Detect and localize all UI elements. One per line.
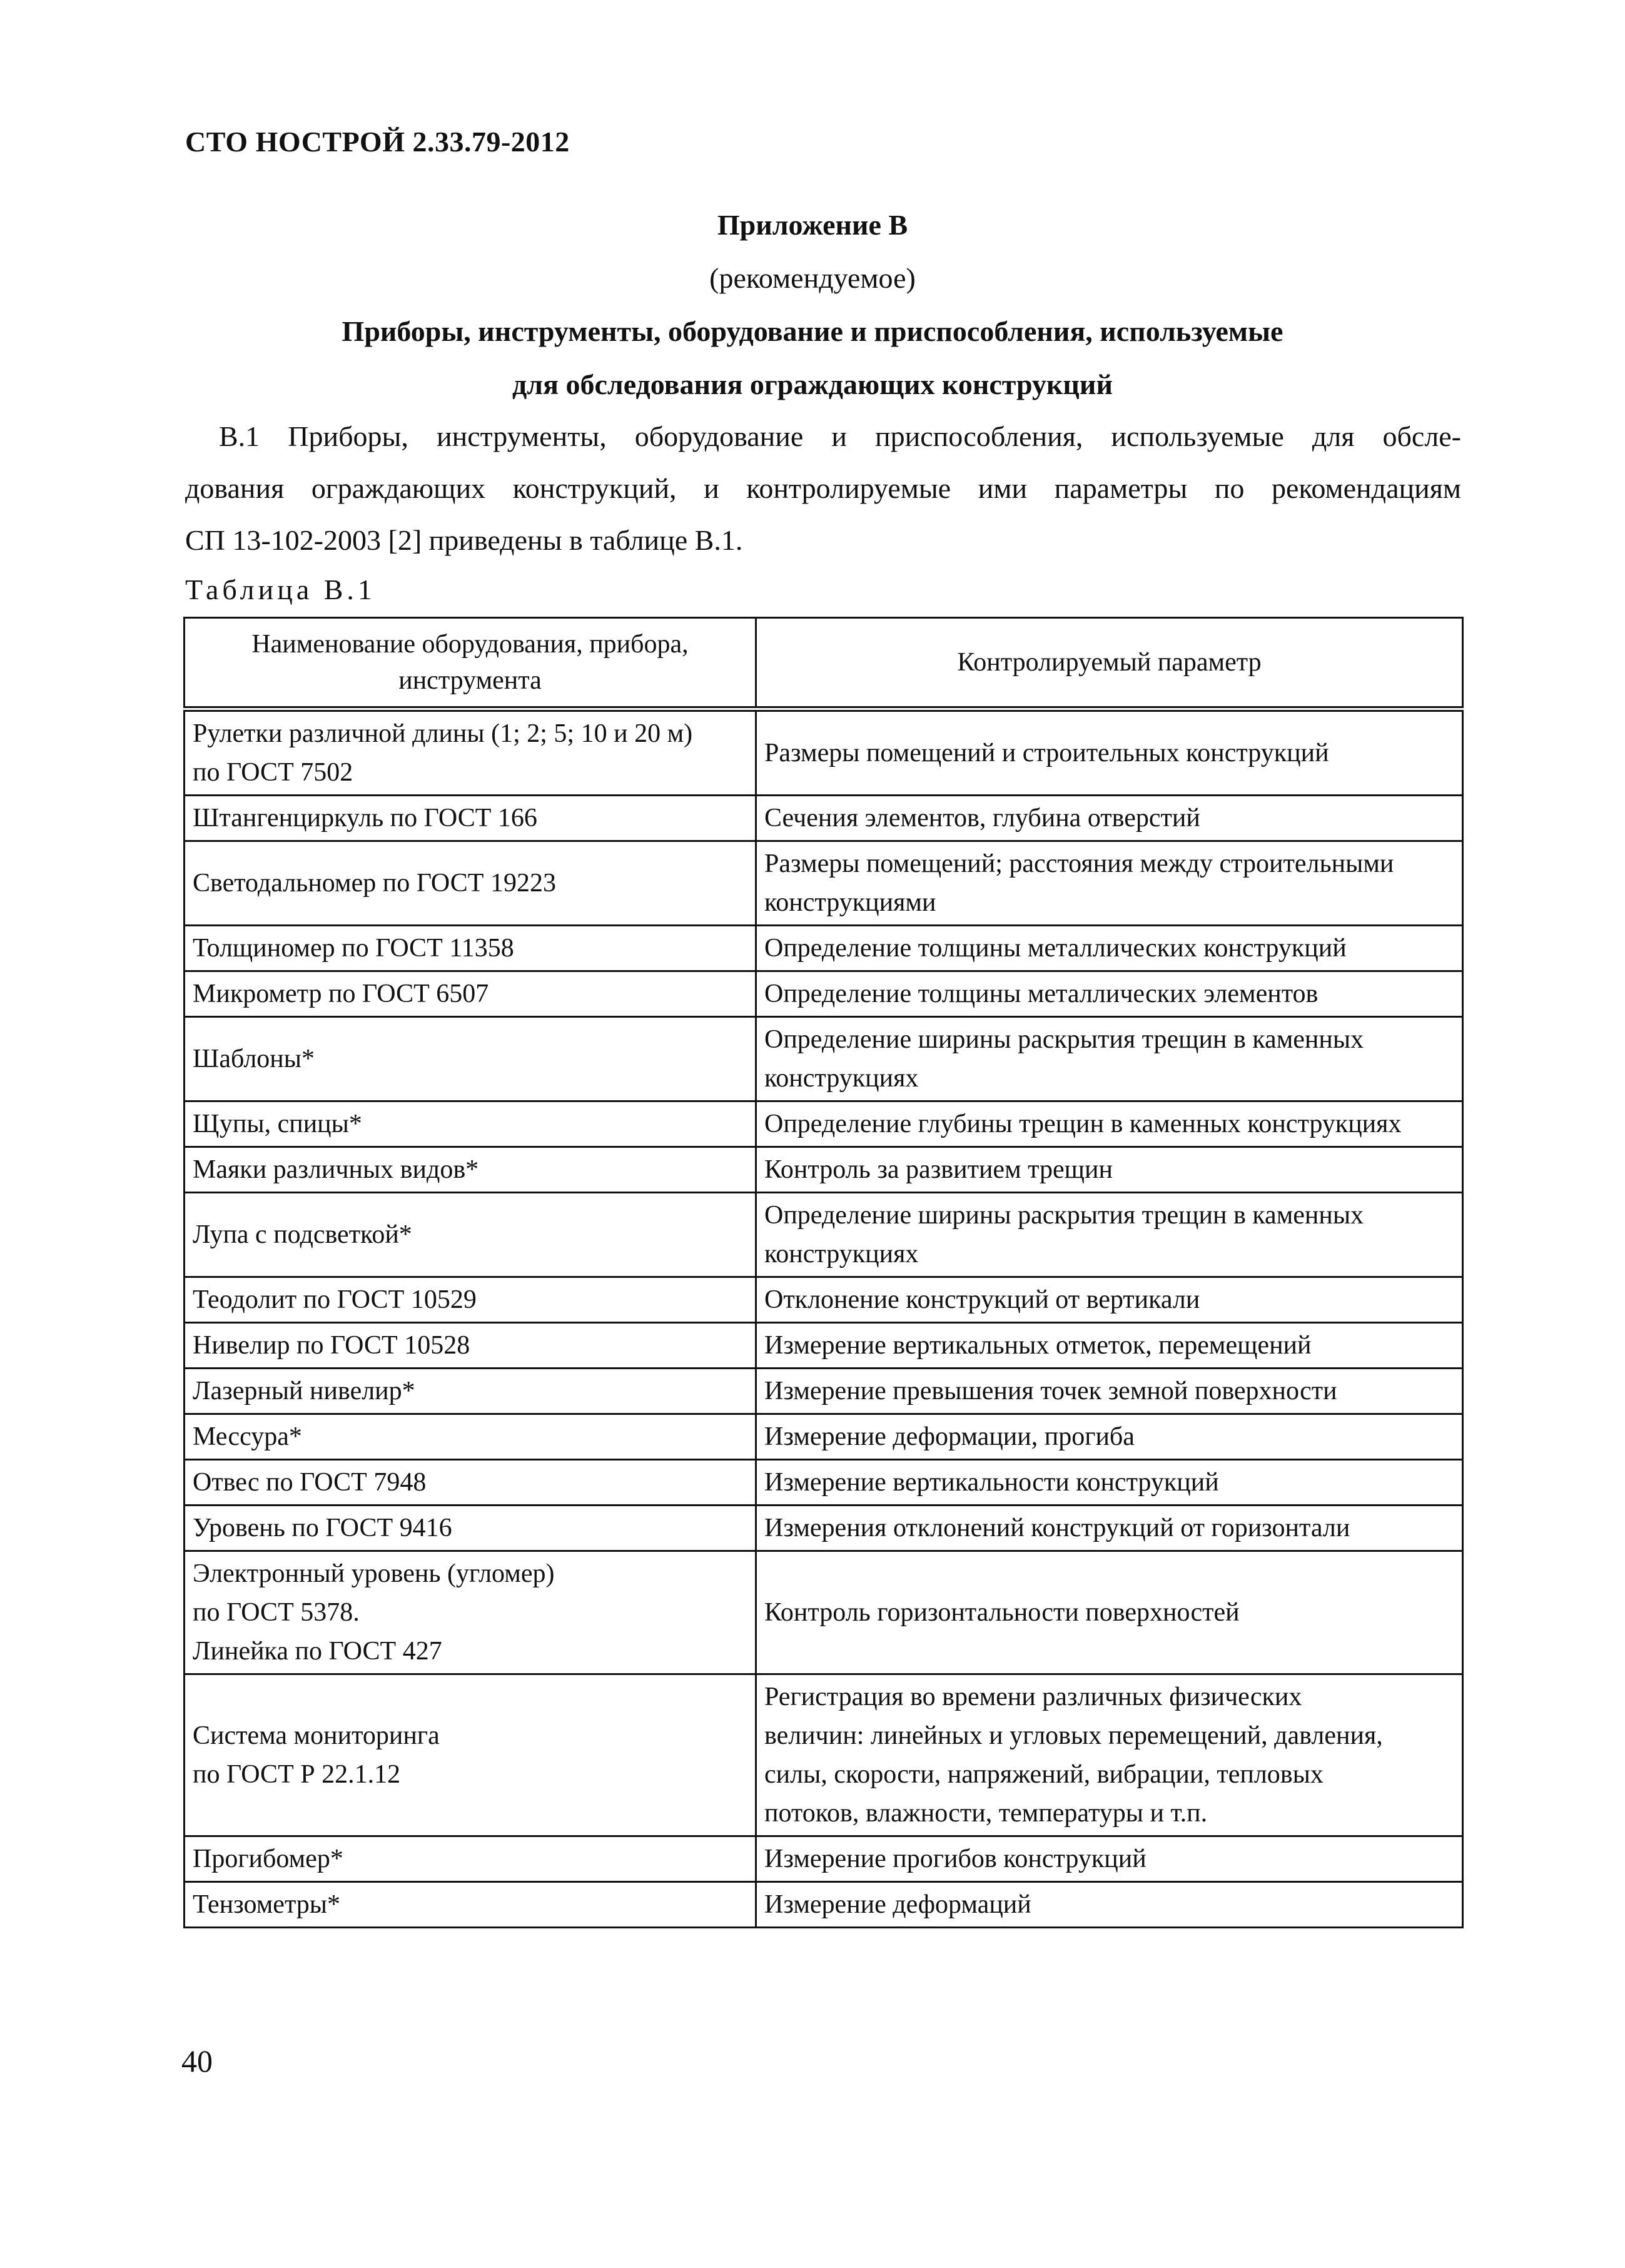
equipment-name-cell: Нивелир по ГОСТ 10528 <box>185 1323 756 1369</box>
table-row <box>185 1277 1463 1323</box>
table-row <box>185 1193 1463 1277</box>
header-controlled-parameter: Контролируемый параметр <box>756 618 1463 709</box>
equipment-name-cell: Уровень по ГОСТ 9416 <box>185 1506 756 1551</box>
controlled-parameter-cell: Измерение превышения точек земной поверхности <box>756 1369 1463 1414</box>
equipment-name-cell: Толщиномер по ГОСТ 11358 <box>185 926 756 971</box>
table-row <box>185 971 1463 1017</box>
equipment-name-cell: Маяки различных видов* <box>185 1147 756 1193</box>
appendix-subtitle: (рекомендуемое) <box>709 262 916 294</box>
table-row <box>185 1147 1463 1193</box>
equipment-name-cell: Прогибомер* <box>185 1836 756 1882</box>
table-row <box>185 796 1463 841</box>
paragraph-line-1: В.1 Приборы, инструменты, оборудование и приспособления, используемые для обсле- <box>219 420 1461 452</box>
equipment-name-cell: Мессура* <box>185 1414 756 1460</box>
controlled-parameter-cell: Измерение вертикальных отметок, перемещений <box>756 1323 1463 1369</box>
equipment-name-cell: Лазерный нивелир* <box>185 1369 756 1414</box>
equipment-name-cell: Светодальномер по ГОСТ 19223 <box>185 841 756 926</box>
table-row <box>185 1551 1463 1674</box>
controlled-parameter-cell: Сечения элементов, глубина отверстий <box>756 796 1463 841</box>
table-row <box>185 1882 1463 1928</box>
controlled-parameter-cell: Измерение прогибов конструкций <box>756 1836 1463 1882</box>
controlled-parameter-cell: Контроль за развитием трещин <box>756 1147 1463 1193</box>
table-caption: Таблица В.1 <box>185 574 376 605</box>
equipment-name-cell: Электронный уровень (угломер) по ГОСТ 5378. Линейка по ГОСТ 427 <box>185 1551 756 1674</box>
header-equipment-name: Наименование оборудования, прибора, инструмента <box>185 618 756 709</box>
table-row <box>185 926 1463 971</box>
table-row <box>185 1836 1463 1882</box>
controlled-parameter-cell: Определение глубины трещин в каменных конструкциях <box>756 1101 1463 1147</box>
table-row <box>185 841 1463 926</box>
equipment-name-cell: Лупа с подсветкой* <box>185 1193 756 1277</box>
paragraph-line-3: СП 13-102-2003 [2] приведены в таблице В.1. <box>185 524 743 556</box>
table-row <box>185 1017 1463 1101</box>
equipment-name-cell: Штангенциркуль по ГОСТ 166 <box>185 796 756 841</box>
equipment-name-cell: Отвес по ГОСТ 7948 <box>185 1460 756 1506</box>
equipment-table-container <box>183 617 1462 1928</box>
paragraph-line-2: дования ограждающих конструкций, и контролируемые ими параметры по рекомендациям <box>185 472 1461 504</box>
appendix-title: Приложение В <box>717 209 908 241</box>
controlled-parameter-cell: Измерение деформации, прогиба <box>756 1414 1463 1460</box>
equipment-name-cell: Щупы, спицы* <box>185 1101 756 1147</box>
equipment-name-cell: Шаблоны* <box>185 1017 756 1101</box>
controlled-parameter-cell: Размеры помещений и строительных конструкций <box>756 709 1463 796</box>
table-row <box>185 709 1463 796</box>
controlled-parameter-cell: Регистрация во времени различных физических величин: линейных и угловых перемещений, давления, силы, скорости, напряжений, вибрации, тепловых потоков, влажности, температуры и т.п. <box>756 1674 1463 1836</box>
controlled-parameter-cell: Размеры помещений; расстояния между строительными конструкциями <box>756 841 1463 926</box>
document-code: СТО НОСТРОЙ 2.33.79-2012 <box>185 126 570 158</box>
equipment-name-cell: Система мониторинга по ГОСТ Р 22.1.12 <box>185 1674 756 1836</box>
equipment-name-cell: Рулетки различной длины (1; 2; 5; 10 и 20 м) по ГОСТ 7502 <box>185 709 756 796</box>
table-body <box>185 709 1463 1928</box>
table-row <box>185 1101 1463 1147</box>
equipment-name-cell: Теодолит по ГОСТ 10529 <box>185 1277 756 1323</box>
controlled-parameter-cell: Измерения отклонений конструкций от горизонтали <box>756 1506 1463 1551</box>
table-row <box>185 1460 1463 1506</box>
controlled-parameter-cell: Определение ширины раскрытия трещин в каменных конструкциях <box>756 1017 1463 1101</box>
equipment-table <box>183 617 1464 1928</box>
table-header-row <box>185 618 1463 709</box>
table-row <box>185 1674 1463 1836</box>
equipment-name-cell: Тензометры* <box>185 1882 756 1928</box>
controlled-parameter-cell: Определение толщины металлических конструкций <box>756 926 1463 971</box>
appendix-heading-line-2: для обследования ограждающих конструкций <box>512 368 1113 400</box>
appendix-heading-line-1: Приборы, инструменты, оборудование и приспособления, используемые <box>342 315 1283 347</box>
table-row <box>185 1369 1463 1414</box>
controlled-parameter-cell: Измерение вертикальности конструкций <box>756 1460 1463 1506</box>
controlled-parameter-cell: Отклонение конструкций от вертикали <box>756 1277 1463 1323</box>
controlled-parameter-cell: Контроль горизонтальности поверхностей <box>756 1551 1463 1674</box>
controlled-parameter-cell: Измерение деформаций <box>756 1882 1463 1928</box>
table-row <box>185 1414 1463 1460</box>
controlled-parameter-cell: Определение ширины раскрытия трещин в каменных конструкциях <box>756 1193 1463 1277</box>
controlled-parameter-cell: Определение толщины металлических элементов <box>756 971 1463 1017</box>
page-number: 40 <box>181 2043 213 2078</box>
equipment-name-cell: Микрометр по ГОСТ 6507 <box>185 971 756 1017</box>
table-row <box>185 1323 1463 1369</box>
table-row <box>185 1506 1463 1551</box>
